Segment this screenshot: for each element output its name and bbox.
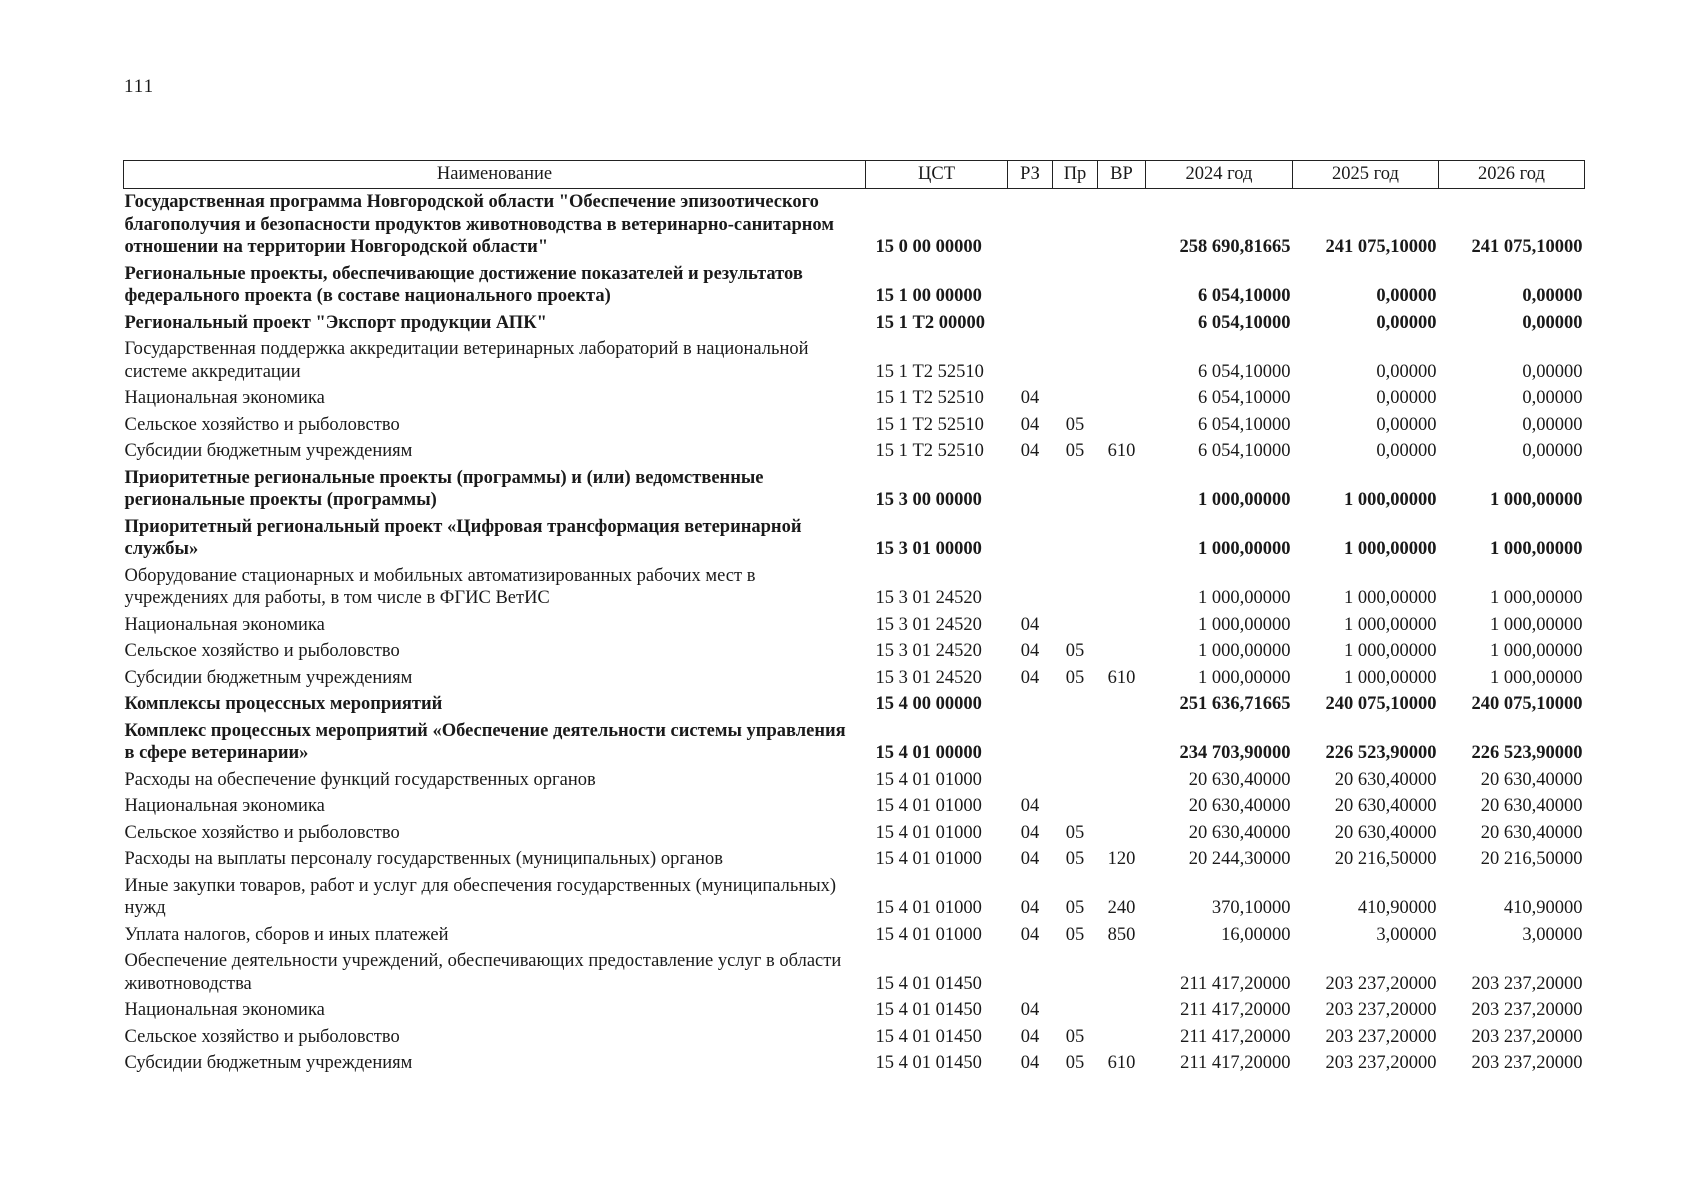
- cell-vr: [1098, 948, 1146, 997]
- cell-vr: 610: [1107, 441, 1136, 461]
- cell-cst: 15 4 01 01000: [875, 769, 982, 790]
- cell-rz: [1008, 336, 1053, 385]
- cell-name: Комплекс процессных мероприятий «Обеспечение деятельности системы управления в сфере ветеринарии»: [124, 720, 846, 763]
- cell-pr: 05: [1065, 1026, 1085, 1047]
- cell-2024: 20 630,40000: [1188, 769, 1291, 790]
- cell-vr: [1098, 563, 1146, 612]
- cell-vr: [1098, 310, 1146, 337]
- cell-vr: [1098, 412, 1146, 439]
- cell-2026: 3,00000: [1522, 924, 1583, 945]
- header-2025: 2025 год: [1293, 161, 1439, 189]
- cell-2026: 240 075,10000: [1471, 694, 1583, 714]
- cell-2025: 1 000,00000: [1344, 588, 1437, 608]
- header-pr: Пр: [1053, 161, 1098, 189]
- cell-rz: [1008, 691, 1053, 718]
- cell-name: Сельское хозяйство и рыболовство: [124, 822, 400, 843]
- cell-2024: 211 417,20000: [1180, 1026, 1291, 1047]
- cell-rz: 04: [1020, 1053, 1040, 1073]
- cell-cst: 15 1 Т2 00000: [875, 312, 985, 333]
- cell-2024: 258 690,81665: [1179, 237, 1291, 257]
- cell-2025: 0,00000: [1376, 312, 1437, 333]
- cell-vr: 850: [1107, 924, 1136, 945]
- table-row: [124, 385, 1585, 412]
- cell-2025: 0,00000: [1376, 414, 1437, 435]
- cell-cst: 15 3 01 00000: [875, 539, 982, 559]
- cell-cst: 15 4 01 01450: [875, 1053, 982, 1073]
- cell-2026: 1 000,00000: [1490, 614, 1583, 635]
- cell-rz: 04: [1020, 924, 1040, 945]
- table-row: [124, 873, 1585, 922]
- cell-rz: 04: [1020, 1026, 1040, 1047]
- cell-rz: 04: [1020, 614, 1040, 635]
- cell-2026: 20 216,50000: [1480, 849, 1583, 869]
- cell-pr: 05: [1065, 1053, 1085, 1073]
- cell-name: Расходы на выплаты персоналу государственных (муниципальных) органов: [124, 849, 724, 869]
- cell-vr: [1098, 261, 1146, 310]
- cell-rz: 04: [1020, 849, 1040, 869]
- cell-vr: [1098, 997, 1146, 1024]
- cell-name: Национальная экономика: [124, 796, 325, 816]
- cell-name: Субсидии бюджетным учреждениям: [124, 441, 413, 461]
- cell-name: Региональные проекты, обеспечивающие достижение показателей и результатов федерального проекта (в составе национального проекта): [124, 263, 803, 306]
- cell-name: Обеспечение деятельности учреждений, обеспечивающих предоставление услуг в области животноводства: [124, 951, 842, 994]
- cell-pr: [1053, 189, 1098, 261]
- cell-2026: 0,00000: [1522, 414, 1583, 435]
- table-row: [124, 846, 1585, 873]
- cell-2024: 6 054,10000: [1198, 414, 1291, 435]
- cell-2025: 203 237,20000: [1325, 1026, 1437, 1047]
- cell-2025: 1 000,00000: [1344, 641, 1437, 661]
- cell-2024: 20 630,40000: [1188, 822, 1291, 843]
- cell-2024: 370,10000: [1211, 898, 1291, 918]
- cell-name: Субсидии бюджетным учреждениям: [124, 1053, 413, 1073]
- cell-name: Сельское хозяйство и рыболовство: [124, 414, 400, 435]
- header-rz: РЗ: [1008, 161, 1053, 189]
- cell-vr: [1098, 385, 1146, 412]
- cell-2024: 1 000,00000: [1198, 667, 1291, 688]
- cell-2024: 1 000,00000: [1198, 614, 1291, 635]
- cell-2025: 1 000,00000: [1344, 667, 1437, 688]
- cell-vr: 610: [1107, 1053, 1136, 1073]
- cell-name: Сельское хозяйство и рыболовство: [124, 1026, 400, 1047]
- cell-rz: [1008, 465, 1053, 514]
- cell-name: Национальная экономика: [124, 614, 325, 635]
- cell-vr: 240: [1107, 898, 1136, 918]
- cell-2024: 234 703,90000: [1179, 743, 1291, 763]
- cell-name: Оборудование стационарных и мобильных автоматизированных рабочих мест в учреждениях для работы, в том числе в ФГИС ВетИС: [124, 565, 756, 608]
- table-row: [124, 638, 1585, 665]
- cell-pr: [1053, 691, 1098, 718]
- cell-2024: 6 054,10000: [1198, 361, 1291, 382]
- page-number: 111: [124, 76, 155, 97]
- cell-2024: 16,00000: [1221, 924, 1291, 945]
- table-body: [124, 189, 1585, 1077]
- table-row: [124, 793, 1585, 820]
- cell-vr: 610: [1107, 667, 1136, 688]
- cell-pr: 05: [1065, 898, 1085, 918]
- cell-pr: 05: [1065, 667, 1085, 688]
- cell-2026: 0,00000: [1522, 388, 1583, 408]
- cell-vr: [1098, 793, 1146, 820]
- cell-pr: [1053, 997, 1098, 1024]
- cell-2026: 203 237,20000: [1471, 1000, 1583, 1020]
- cell-2024: 1 000,00000: [1198, 588, 1291, 608]
- cell-rz: [1008, 767, 1053, 794]
- budget-table: [123, 160, 1585, 1077]
- cell-2025: 226 523,90000: [1325, 743, 1437, 763]
- cell-rz: [1008, 514, 1053, 563]
- cell-rz: 04: [1020, 441, 1040, 461]
- cell-vr: [1098, 336, 1146, 385]
- cell-rz: 04: [1020, 1000, 1040, 1020]
- cell-cst: 15 4 01 01000: [875, 849, 982, 869]
- cell-2026: 226 523,90000: [1471, 743, 1583, 763]
- table-row: [124, 718, 1585, 767]
- cell-name: Комплексы процессных мероприятий: [124, 694, 443, 714]
- cell-2024: 1 000,00000: [1198, 539, 1291, 559]
- cell-pr: 05: [1065, 849, 1085, 869]
- cell-vr: 120: [1107, 849, 1136, 869]
- cell-cst: 15 3 01 24520: [875, 614, 982, 635]
- cell-cst: 15 3 01 24520: [875, 588, 982, 608]
- cell-pr: [1053, 793, 1098, 820]
- table-row: [124, 1050, 1585, 1077]
- cell-pr: 05: [1065, 414, 1085, 435]
- cell-pr: [1053, 563, 1098, 612]
- cell-cst: 15 4 01 00000: [875, 743, 982, 763]
- cell-pr: [1053, 514, 1098, 563]
- cell-2025: 0,00000: [1376, 441, 1437, 461]
- cell-rz: 04: [1020, 641, 1040, 661]
- cell-2026: 20 630,40000: [1480, 769, 1583, 790]
- cell-vr: [1098, 612, 1146, 639]
- cell-cst: 15 4 01 01000: [875, 924, 982, 945]
- table-row: [124, 1024, 1585, 1051]
- table-row: [124, 691, 1585, 718]
- cell-2025: 3,00000: [1376, 924, 1437, 945]
- cell-2025: 203 237,20000: [1325, 1053, 1437, 1073]
- cell-2026: 203 237,20000: [1471, 973, 1583, 994]
- cell-rz: 04: [1020, 667, 1040, 688]
- table-row: [124, 820, 1585, 847]
- table-row: [124, 665, 1585, 692]
- cell-cst: 15 1 Т2 52510: [875, 414, 984, 435]
- cell-2026: 0,00000: [1522, 441, 1583, 461]
- cell-2024: 211 417,20000: [1180, 1000, 1291, 1020]
- cell-2026: 20 630,40000: [1480, 796, 1583, 816]
- table-row: [124, 189, 1585, 261]
- table-row: [124, 514, 1585, 563]
- cell-rz: [1008, 718, 1053, 767]
- cell-2026: 203 237,20000: [1471, 1026, 1583, 1047]
- table-row: [124, 465, 1585, 514]
- cell-pr: 05: [1065, 441, 1085, 461]
- cell-2026: 0,00000: [1522, 312, 1583, 333]
- cell-2025: 20 630,40000: [1334, 796, 1437, 816]
- cell-pr: [1053, 261, 1098, 310]
- header-2026: 2026 год: [1439, 161, 1585, 189]
- table-row: [124, 767, 1585, 794]
- cell-2026: 20 630,40000: [1480, 822, 1583, 843]
- cell-pr: [1053, 767, 1098, 794]
- table-row: [124, 922, 1585, 949]
- cell-name: Субсидии бюджетным учреждениям: [124, 667, 413, 688]
- cell-rz: 04: [1020, 898, 1040, 918]
- cell-2025: 0,00000: [1376, 388, 1437, 408]
- cell-2024: 6 054,10000: [1198, 312, 1291, 333]
- cell-cst: 15 4 01 01000: [875, 822, 982, 843]
- table-row: [124, 563, 1585, 612]
- cell-pr: [1053, 310, 1098, 337]
- cell-pr: [1053, 336, 1098, 385]
- cell-cst: 15 3 01 24520: [875, 667, 982, 688]
- cell-2025: 20 630,40000: [1334, 769, 1437, 790]
- cell-rz: 04: [1020, 796, 1040, 816]
- cell-cst: 15 1 Т2 52510: [875, 388, 984, 408]
- cell-pr: [1053, 718, 1098, 767]
- cell-2025: 203 237,20000: [1325, 1000, 1437, 1020]
- cell-name: Государственная программа Новгородской области "Обеспечение эпизоотического благополучия и безопасности продуктов животноводства в ветеринарно-санитарном отношении на территории Новгородской области": [124, 192, 834, 257]
- table-row: [124, 948, 1585, 997]
- cell-vr: [1098, 718, 1146, 767]
- cell-2025: 410,90000: [1357, 898, 1437, 918]
- cell-name: Иные закупки товаров, работ и услуг для обеспечения государственных (муниципальных) нужд: [124, 875, 837, 918]
- cell-pr: 05: [1065, 641, 1085, 661]
- cell-2024: 211 417,20000: [1180, 1053, 1291, 1073]
- cell-vr: [1098, 465, 1146, 514]
- cell-cst: 15 1 Т2 52510: [875, 441, 984, 461]
- cell-2024: 1 000,00000: [1198, 641, 1291, 661]
- header-row: [124, 161, 1585, 189]
- table-row: [124, 412, 1585, 439]
- cell-name: Национальная экономика: [124, 388, 325, 408]
- cell-2024: 20 630,40000: [1188, 796, 1291, 816]
- cell-rz: 04: [1020, 822, 1040, 843]
- cell-2024: 6 054,10000: [1198, 441, 1291, 461]
- cell-name: Сельское хозяйство и рыболовство: [124, 641, 400, 661]
- cell-2026: 1 000,00000: [1490, 667, 1583, 688]
- cell-2026: 0,00000: [1522, 286, 1583, 306]
- cell-2026: 241 075,10000: [1471, 237, 1583, 257]
- cell-pr: 05: [1065, 924, 1085, 945]
- cell-cst: 15 4 00 00000: [875, 694, 982, 714]
- cell-2026: 0,00000: [1522, 361, 1583, 382]
- cell-2025: 1 000,00000: [1344, 539, 1437, 559]
- cell-2025: 0,00000: [1376, 361, 1437, 382]
- header-name: Наименование: [124, 161, 866, 189]
- cell-2025: 0,00000: [1376, 286, 1437, 306]
- cell-2025: 20 216,50000: [1334, 849, 1437, 869]
- cell-vr: [1098, 514, 1146, 563]
- header-2024: 2024 год: [1146, 161, 1293, 189]
- cell-cst: 15 4 01 01000: [875, 898, 982, 918]
- cell-vr: [1098, 820, 1146, 847]
- cell-name: Приоритетные региональные проекты (программы) и (или) ведомственные региональные проекты (программы): [124, 467, 764, 510]
- cell-cst: 15 3 01 24520: [875, 641, 982, 661]
- cell-cst: 15 1 Т2 52510: [875, 361, 984, 382]
- cell-2025: 203 237,20000: [1325, 973, 1437, 994]
- cell-pr: [1053, 948, 1098, 997]
- cell-rz: [1008, 948, 1053, 997]
- cell-name: Региональный проект "Экспорт продукции АПК": [124, 312, 547, 333]
- cell-2025: 1 000,00000: [1344, 490, 1437, 510]
- cell-2024: 6 054,10000: [1198, 286, 1291, 306]
- cell-vr: [1098, 189, 1146, 261]
- cell-rz: [1008, 563, 1053, 612]
- table-row: [124, 310, 1585, 337]
- cell-2025: 1 000,00000: [1344, 614, 1437, 635]
- cell-pr: 05: [1065, 822, 1085, 843]
- cell-cst: 15 4 01 01450: [875, 1026, 982, 1047]
- cell-2024: 251 636,71665: [1179, 694, 1291, 714]
- cell-cst: 15 0 00 00000: [875, 237, 982, 257]
- cell-2025: 240 075,10000: [1325, 694, 1437, 714]
- cell-2025: 20 630,40000: [1334, 822, 1437, 843]
- cell-rz: 04: [1020, 388, 1040, 408]
- cell-2026: 203 237,20000: [1471, 1053, 1583, 1073]
- cell-2026: 1 000,00000: [1490, 539, 1583, 559]
- table-row: [124, 261, 1585, 310]
- cell-2026: 1 000,00000: [1490, 641, 1583, 661]
- table-row: [124, 612, 1585, 639]
- cell-2026: 1 000,00000: [1490, 490, 1583, 510]
- cell-pr: [1053, 612, 1098, 639]
- table-header: [124, 161, 1585, 189]
- cell-rz: [1008, 189, 1053, 261]
- cell-cst: 15 1 00 00000: [875, 286, 982, 306]
- table-row: [124, 336, 1585, 385]
- cell-vr: [1098, 767, 1146, 794]
- cell-pr: [1053, 465, 1098, 514]
- cell-pr: [1053, 385, 1098, 412]
- cell-name: Расходы на обеспечение функций государственных органов: [124, 769, 596, 790]
- cell-rz: [1008, 310, 1053, 337]
- cell-2024: 211 417,20000: [1180, 973, 1291, 994]
- cell-2024: 6 054,10000: [1198, 388, 1291, 408]
- cell-2025: 241 075,10000: [1325, 237, 1437, 257]
- cell-vr: [1098, 691, 1146, 718]
- cell-cst: 15 4 01 01450: [875, 973, 982, 994]
- cell-name: Приоритетный региональный проект «Цифровая трансформация ветеринарной службы»: [124, 516, 802, 559]
- cell-2024: 1 000,00000: [1198, 490, 1291, 510]
- cell-name: Национальная экономика: [124, 1000, 325, 1020]
- cell-rz: [1008, 261, 1053, 310]
- cell-name: Государственная поддержка аккредитации ветеринарных лабораторий в национальной системе аккредитации: [124, 339, 809, 382]
- cell-rz: 04: [1020, 414, 1040, 435]
- cell-2026: 1 000,00000: [1490, 588, 1583, 608]
- cell-vr: [1098, 638, 1146, 665]
- table-row: [124, 438, 1585, 465]
- cell-cst: 15 4 01 01000: [875, 796, 982, 816]
- cell-name: Уплата налогов, сборов и иных платежей: [124, 924, 449, 945]
- header-vr: ВР: [1098, 161, 1146, 189]
- table-row: [124, 997, 1585, 1024]
- cell-cst: 15 4 01 01450: [875, 1000, 982, 1020]
- cell-2026: 410,90000: [1503, 898, 1583, 918]
- header-cst: ЦСТ: [866, 161, 1008, 189]
- cell-2024: 20 244,30000: [1188, 849, 1291, 869]
- cell-vr: [1098, 1024, 1146, 1051]
- cell-cst: 15 3 00 00000: [875, 490, 982, 510]
